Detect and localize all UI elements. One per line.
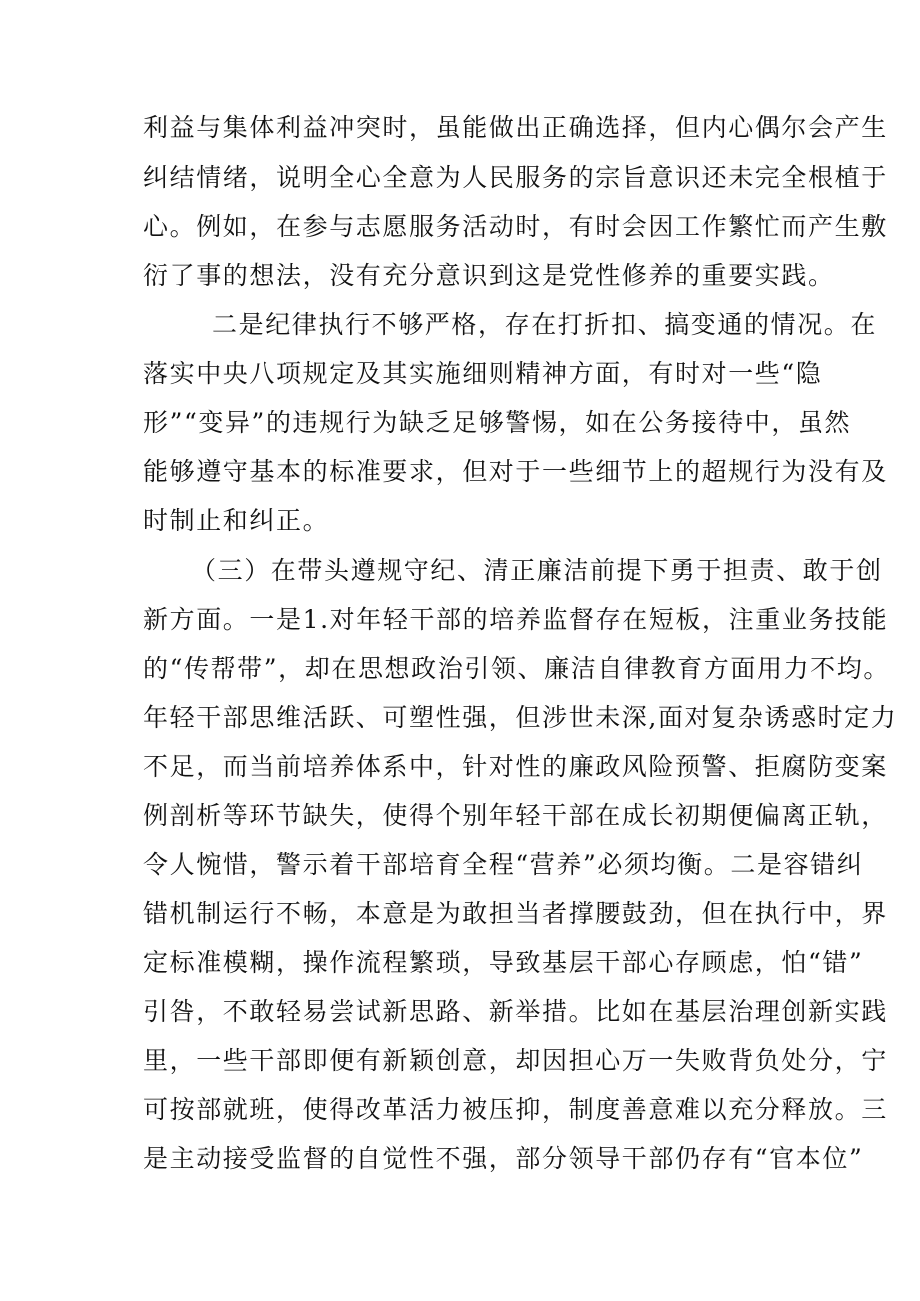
- text-line: 的“传帮带”，却在思想政治引领、廉洁自律教育方面用力不均。: [143, 654, 890, 683]
- text-line: 里，一些干部即便有新颖创意，却因担心万一失败背负处分，宁: [143, 1046, 888, 1075]
- text-line: 时制止和纠正。: [143, 506, 330, 535]
- text-line: 能够遵守基本的标准要求，但对于一些细节上的超规行为没有及: [143, 457, 888, 486]
- text-line: 形”“变异”的违规行为缺乏足够警惕，如在公务接待中，虽然: [143, 408, 852, 437]
- text-line: 令人惋惜，警示着干部培育全程“营养”必须均衡。二是容错纠: [143, 850, 864, 879]
- text-line: 利益与集体利益冲突时，虽能做出正确选择，但内心偶尔会产生: [143, 113, 888, 142]
- text-line: 心。例如，在参与志愿服务活动时，有时会因工作繁忙而产生敷: [143, 212, 888, 241]
- text-line: 衍了事的想法，没有充分意识到这是党性修养的重要实践。: [143, 261, 835, 290]
- text-line: 新方面。一是1.对年轻干部的培养监督存在短板，注重业务技能: [143, 605, 889, 634]
- text-line: 可按部就班，使得改革活力被压抑，制度善意难以充分释放。三: [143, 1095, 888, 1124]
- text-line: 错机制运行不畅，本意是为敢担当者撑腰鼓劲，但在执行中，界: [143, 899, 888, 928]
- text-line: 是主动接受监督的自觉性不强，部分领导干部仍存有“官本位”: [143, 1144, 864, 1173]
- paragraph-start-line: 二是纪律执行不够严格，存在打折扣、搞变通的情况。在: [212, 310, 878, 339]
- text-line: 例剖析等环节缺失，使得个别年轻干部在成长初期便偏离正轨，: [143, 801, 888, 830]
- text-line: 落实中央八项规定及其实施细则精神方面，有时对一些“隐: [143, 359, 823, 388]
- text-line: 定标准模糊，操作流程繁琐，导致基层干部心存顾虑，怕“错”: [143, 948, 864, 977]
- text-line: 不足，而当前培养体系中，针对性的廉政风险预警、拒腐防变案: [143, 752, 888, 781]
- text-line: 年轻干部思维活跃、可塑性强，但涉世未深,面对复杂诱惑时定力: [143, 703, 898, 732]
- text-line: 引咎，不敢轻易尝试新思路、新举措。比如在基层治理创新实践: [143, 997, 888, 1026]
- text-line: 纠结情绪，说明全心全意为人民服务的宗旨意识还未完全根植于: [143, 163, 888, 192]
- section-heading-line: （三）在带头遵规守纪、清正廉洁前提下勇于担责、敢于创: [191, 556, 883, 585]
